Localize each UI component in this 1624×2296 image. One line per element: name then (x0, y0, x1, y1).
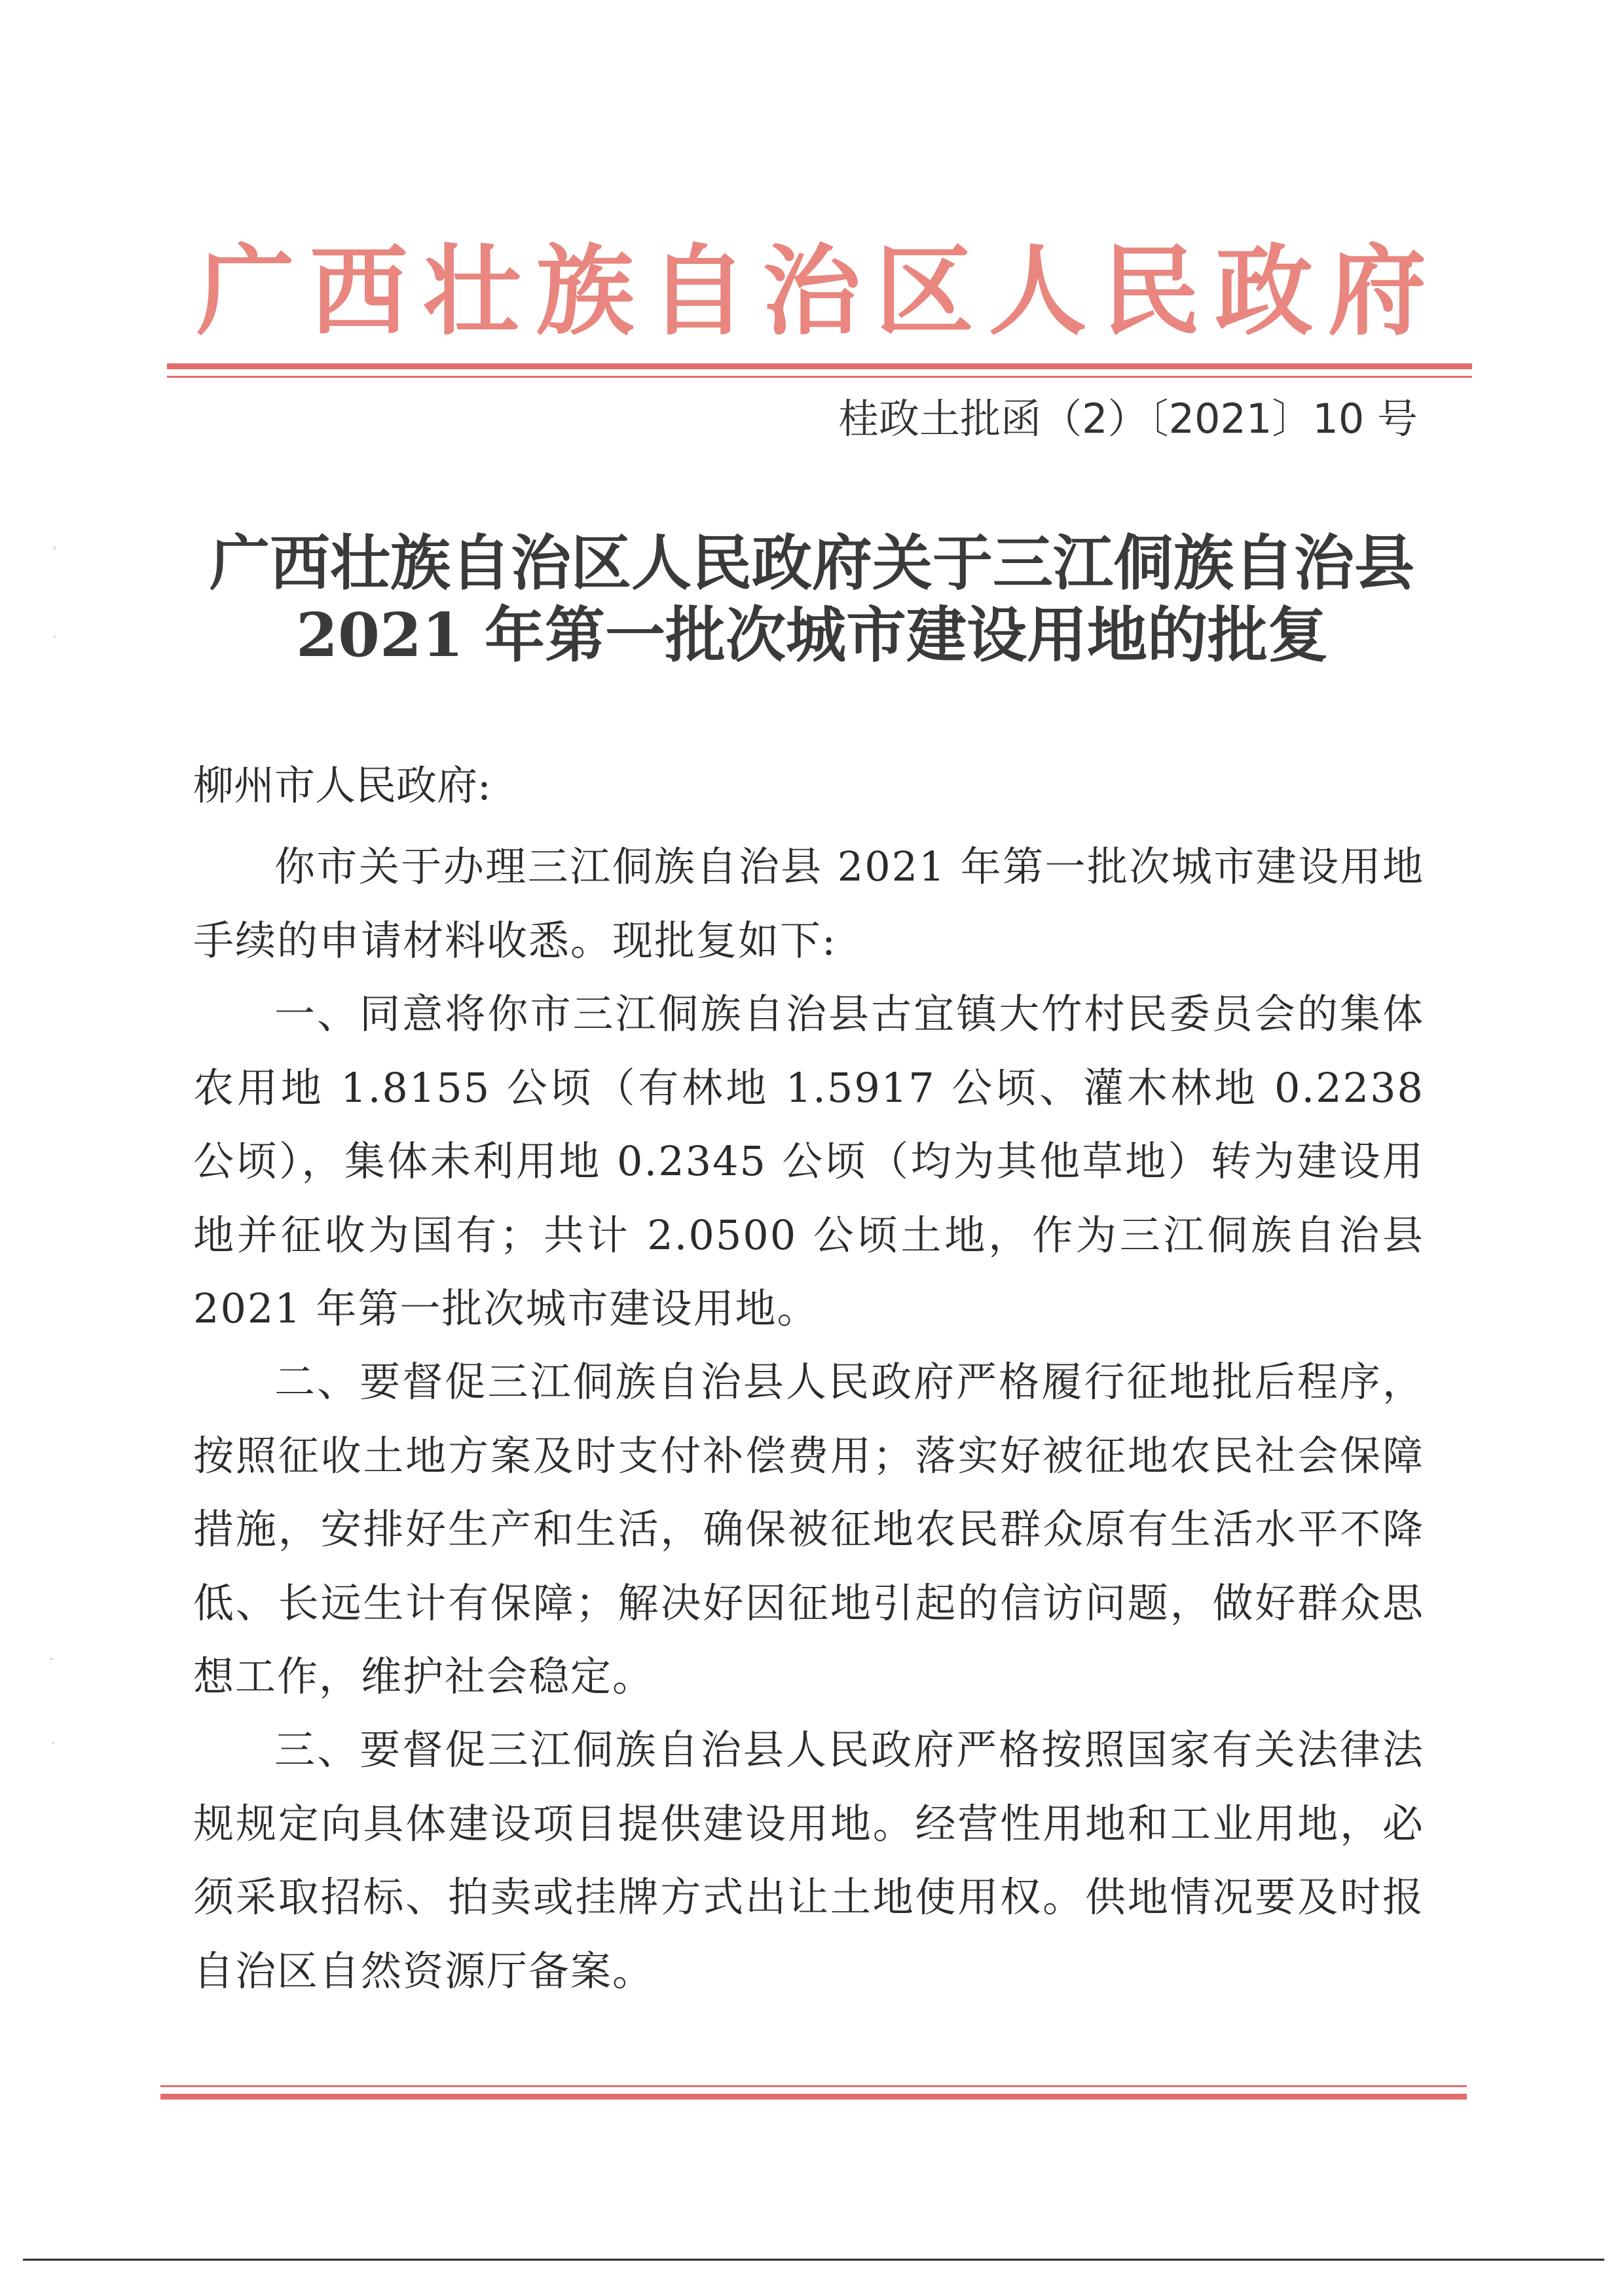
scan-mark: ‘ (52, 543, 57, 559)
document-title-line-2: 2021 年第一批次城市建设用地的批复 (295, 600, 1329, 670)
header-rule-thick (167, 363, 1472, 369)
scan-mark: · (51, 1735, 56, 1751)
footer-rule-thick (160, 2094, 1467, 2100)
page-bottom-rule (23, 2259, 1604, 2261)
issuer-header: 广西壮族自治区人民政府 (196, 234, 1428, 349)
body-paragraph-3: 三、要督促三江侗族自治县人民政府严格按照国家有关法律法规规定向具体建设项目提供建设用地。经营性用地和工业用地，必须采取招标、拍卖或挂牌方式出让土地使用权。供地情况要及时报自治区自然资源厅备案。 (193, 1726, 1424, 1995)
header-rule-thin (167, 376, 1472, 378)
document-number: 桂政土批函（2）〔2021〕10 号 (838, 395, 1418, 443)
footer-rule-thin (160, 2085, 1467, 2087)
body-paragraph-2: 二、要督促三江侗族自治县人民政府严格履行征地批后程序，按照征收土地方案及时支付补偿费用；落实好被征地农民社会保障措施，安排好生产和生活，确保被征地农民群众原有生活水平不降低、长远生计有保障；解决好因征地引起的信访问题，做好群众思想工作，维护社会稳定。 (193, 1358, 1424, 1700)
body-paragraph-1: 一、同意将你市三江侗族自治县古宜镇大竹村民委员会的集体农用地 1.8155 公顷（有林地 1.5917 公顷、灌木林地 0.2238 公顷），集体未利用地 0.2345 公顷（均为其他草地）转为建设用地并征收为国有；共计 2.0500 公顷土地，作为三江侗族自治县 2021 年第一批次城市建设用地。 (193, 990, 1424, 1332)
salutation: 柳州市人民政府: (193, 761, 491, 809)
document-title-line-1: 广西壮族自治区人民政府关于三江侗族自治县 (209, 528, 1414, 598)
body-paragraph-intro: 你市关于办理三江侗族自治县 2021 年第一批次城市建设用地手续的申请材料收悉。现批复如下: (193, 843, 1424, 964)
scan-mark: · (52, 629, 57, 644)
scan-mark: - (49, 1650, 54, 1666)
